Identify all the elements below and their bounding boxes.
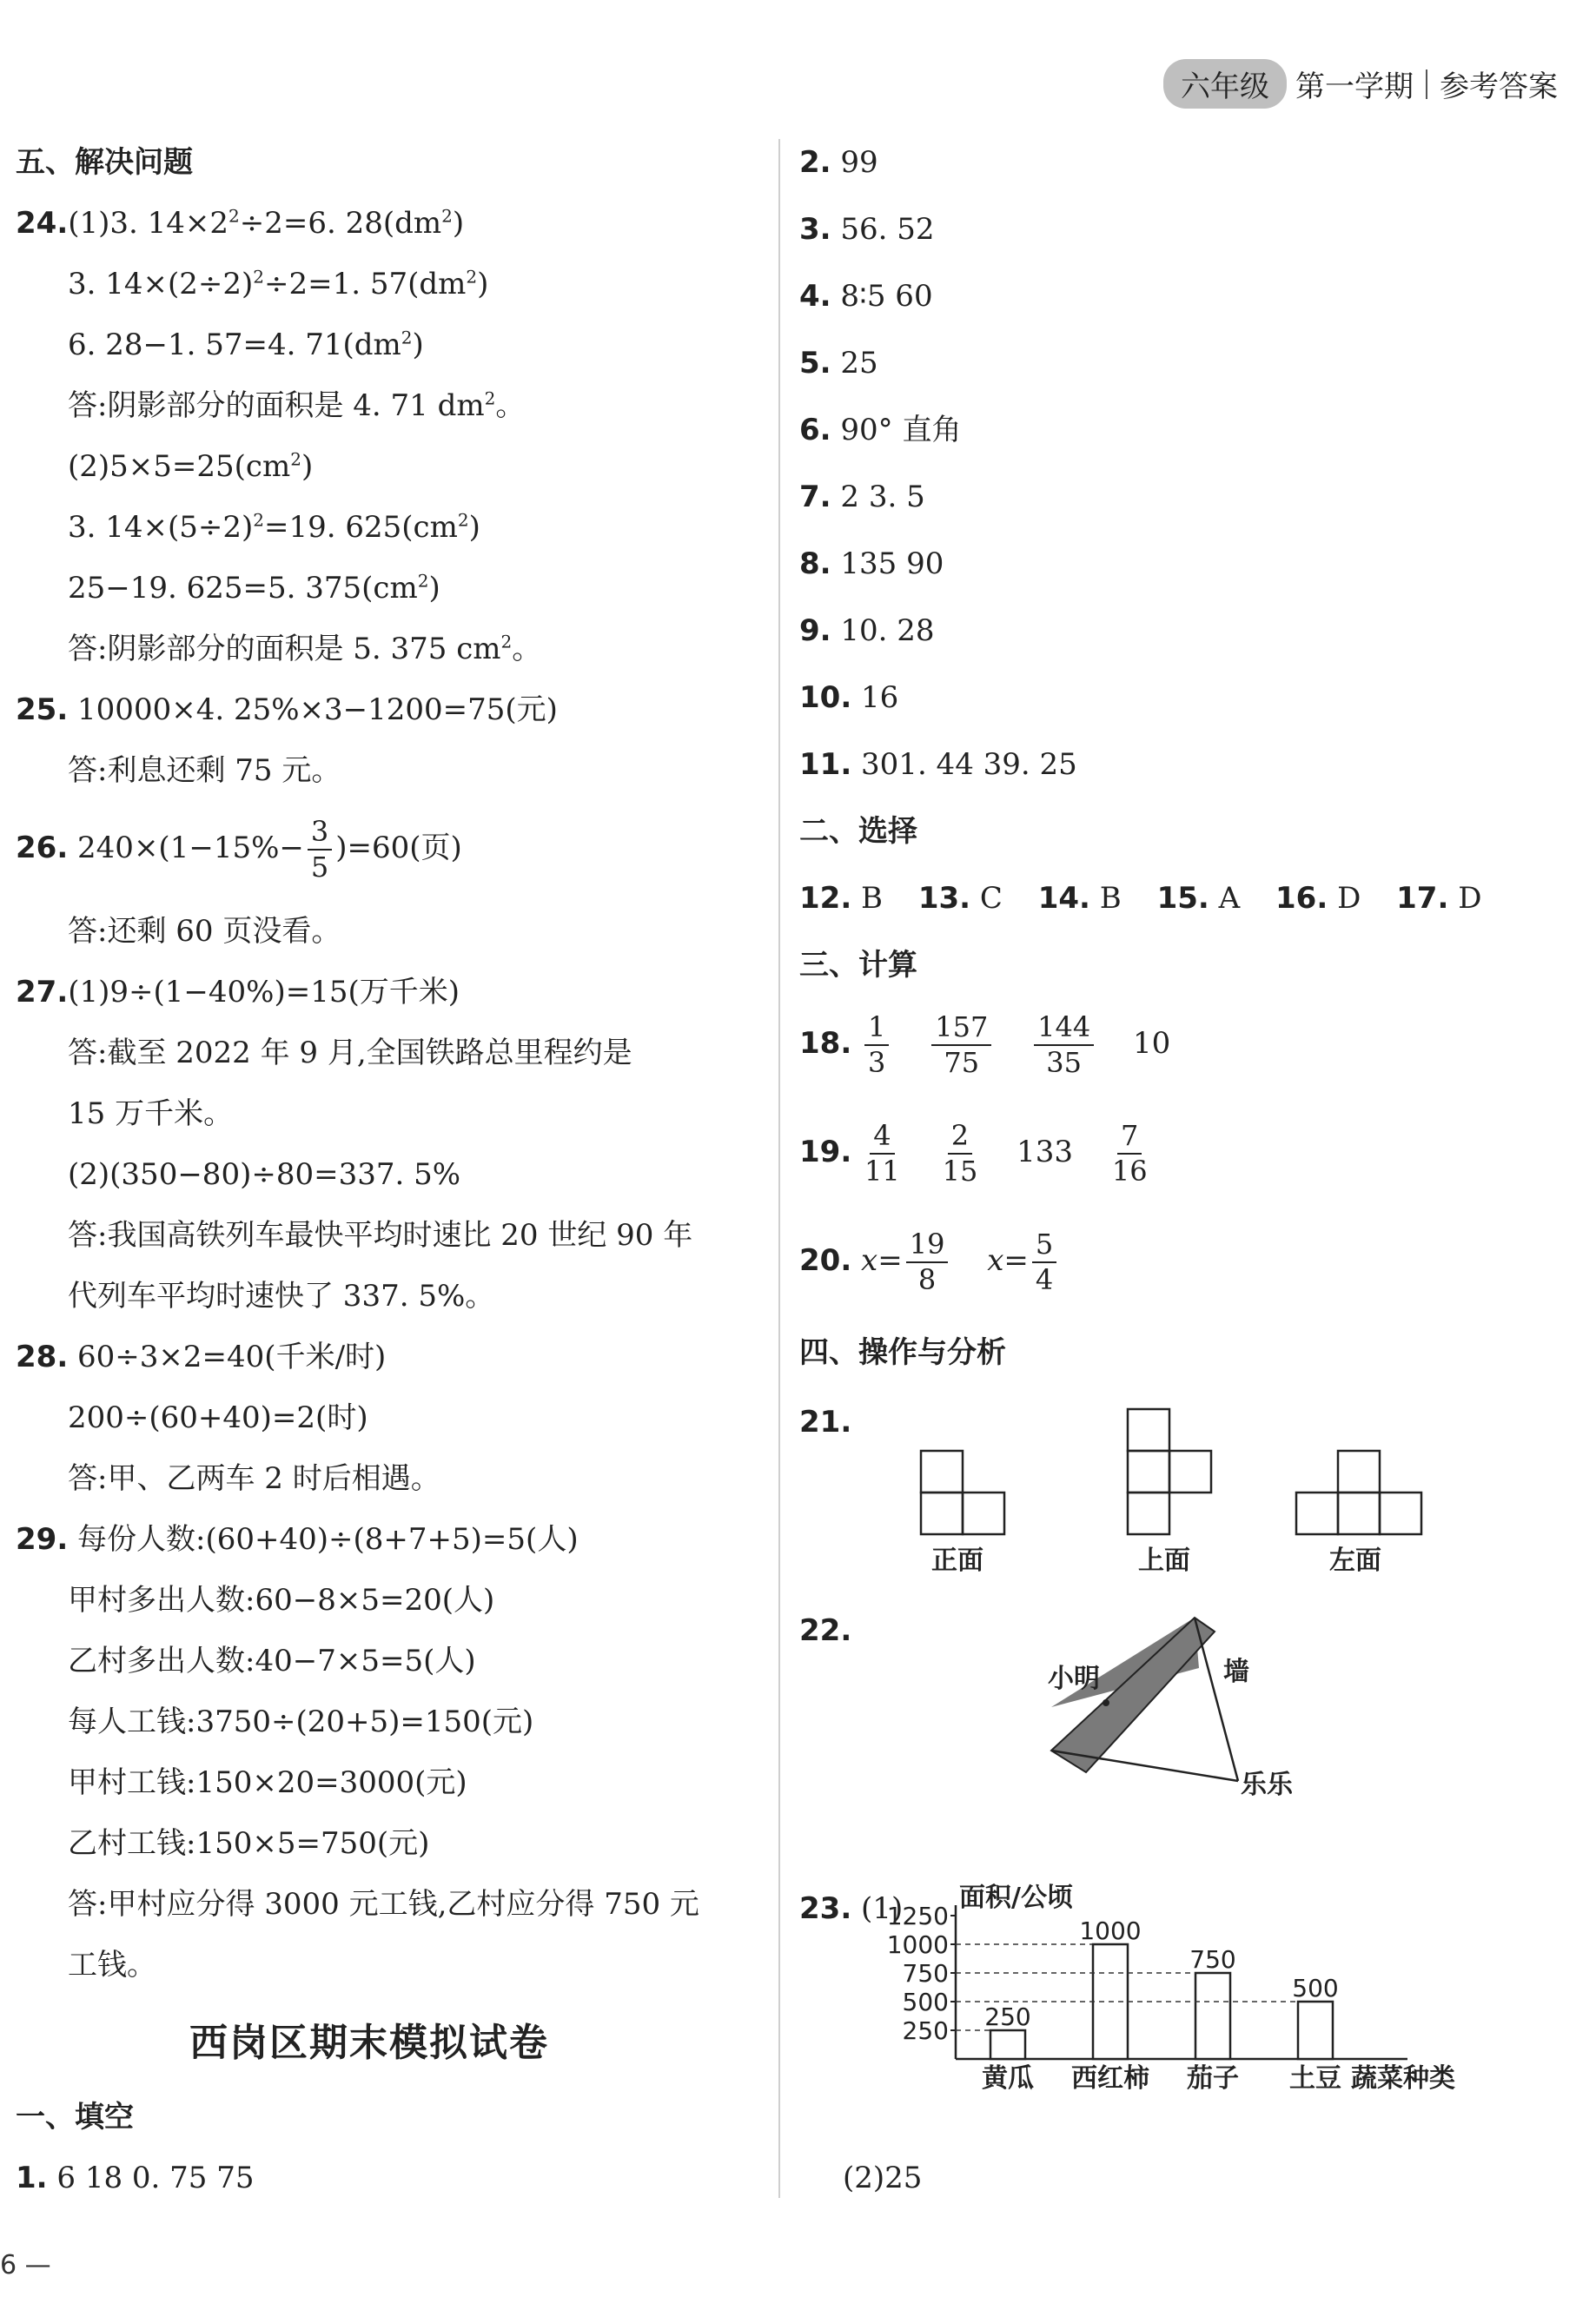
y-tick-label: 750 bbox=[902, 1959, 949, 1988]
q29-line-6: 乙村工钱:150×5=750(元) bbox=[68, 1826, 430, 1861]
q11-line: 11. 301. 44 39. 25 bbox=[799, 747, 1077, 782]
fraction: $\frac{144}{35}$ bbox=[1034, 1012, 1094, 1078]
q4-line: 4. 8∶5 60 bbox=[799, 279, 933, 314]
q21-views-diagram bbox=[799, 1399, 1564, 1555]
y-tick-label: 1250 bbox=[886, 1902, 949, 1930]
q27-answer-2b: 代列车平均时速快了 337. 5%。 bbox=[68, 1279, 495, 1314]
q26-answer: 答:还剩 60 页没看。 bbox=[68, 914, 341, 949]
fraction: $\frac{157}{75}$ bbox=[931, 1012, 991, 1078]
bar-value-label: 750 bbox=[1189, 1945, 1236, 1974]
y-tick-label: 500 bbox=[902, 1988, 949, 2016]
section-4-title: 四、操作与分析 bbox=[799, 1335, 1006, 1370]
category-label: 土豆 bbox=[1289, 2063, 1341, 2094]
q27-line-2: (2)(350−80)÷80=337. 5% bbox=[68, 1157, 461, 1192]
front-view-label: 正面 bbox=[931, 1546, 983, 1576]
fraction: $\frac{2}{15}$ bbox=[942, 1119, 978, 1188]
y-axis-label: 面积/公顷 bbox=[959, 1883, 1073, 1913]
q6-line: 6. 90° 直角 bbox=[799, 413, 962, 447]
q29-line-3: 乙村多出人数:40−7×5=5(人) bbox=[68, 1644, 476, 1678]
fraction: $\frac{19}{8}$ bbox=[906, 1229, 949, 1295]
q29-line-1: 29. 每份人数:(60+40)÷(8+7+5)=5(人) bbox=[16, 1522, 579, 1557]
section-5-title: 五、解决问题 bbox=[16, 145, 193, 180]
section-3-title: 三、计算 bbox=[799, 948, 917, 983]
top-view bbox=[1128, 1409, 1211, 1534]
bar-value-label: 1000 bbox=[1079, 1916, 1142, 1945]
q24-line-2: 3. $14\times(2\div 2)^2\div 2=1$. $57(dm^2)$ bbox=[68, 266, 489, 301]
category-label: 西红柿 bbox=[1071, 2063, 1149, 2094]
chart-ticks bbox=[887, 1902, 956, 2045]
q20-line: 20. x= $\frac{19}{8}$ x= $\frac{5}{4}$ bbox=[799, 1229, 1060, 1295]
bar-value-label: 500 bbox=[1292, 1974, 1339, 2002]
fraction: $\frac{5}{4}$ bbox=[1032, 1229, 1056, 1295]
grade-badge: 六年级 bbox=[1163, 59, 1287, 109]
q28-line-1: 28. 60÷3×2=40(千米/时) bbox=[16, 1340, 387, 1374]
q28-answer: 答:甲、乙两车 2 时后相遇。 bbox=[68, 1461, 440, 1496]
q24-answer-2: 答:阴影部分的面积是 5. 375 $cm^2$。 bbox=[68, 631, 542, 666]
xiaoming-label: 小明 bbox=[1048, 1664, 1100, 1694]
top-view-label: 上面 bbox=[1138, 1546, 1190, 1576]
q24-line-6: 25−19. 625=5. $375(cm^2)$ bbox=[68, 570, 440, 606]
section-1-title: 一、填空 bbox=[16, 2100, 134, 2135]
left-view bbox=[1296, 1451, 1421, 1534]
q24-line-4: $(2)5\times 5=25(cm^2)$ bbox=[68, 448, 314, 484]
chart-bars bbox=[956, 1944, 1333, 2059]
q23-number: 23. (1) bbox=[799, 1891, 904, 1926]
bar-value-label: 250 bbox=[984, 2002, 1031, 2031]
q5-line: 5. 25 bbox=[799, 346, 878, 381]
q2-line: 2. 99 bbox=[799, 145, 878, 180]
fraction: $\frac{3}{5}$ bbox=[308, 817, 332, 883]
q29-line-5: 甲村工钱:150×20=3000(元) bbox=[68, 1765, 467, 1800]
left-view-label: 左面 bbox=[1329, 1546, 1381, 1576]
category-label: 黄瓜 bbox=[982, 2063, 1034, 2094]
y-tick-label: 1000 bbox=[886, 1930, 949, 1959]
q24-line-1: 24.(1)3. $14\times 2^2\div 2=6$. $28(dm^2)$ bbox=[16, 205, 465, 241]
q23-bar-chart bbox=[886, 1883, 1455, 2094]
q29-line-4: 每人工钱:3750÷(20+5)=150(元) bbox=[68, 1705, 534, 1739]
fraction: $\frac{1}{3}$ bbox=[864, 1012, 889, 1078]
x-axis-label: 蔬菜种类 bbox=[1351, 2063, 1455, 2094]
choice-answers: 12. B 13. C 14. B 15. A 16. D 17. D bbox=[799, 881, 1482, 916]
q26-line-1: 26. 240×(1−15%− $\frac{3}{5}$ )=60(页) bbox=[16, 815, 462, 884]
section-2-title: 二、选择 bbox=[799, 814, 917, 849]
q22-diagram bbox=[799, 1607, 1564, 1833]
q18-line: 18. $\frac{1}{3}$ $\frac{157}{75}$ $\frac{144}{35}$ 10 bbox=[799, 1010, 1171, 1080]
q23-part-2: (2)25 bbox=[843, 2161, 923, 2195]
term-label: 第一学期 bbox=[1295, 70, 1414, 104]
column-divider bbox=[778, 139, 780, 2198]
q29-line-2: 甲村多出人数:60−8×5=20(人) bbox=[68, 1583, 495, 1618]
q8-line: 8. 135 90 bbox=[799, 546, 944, 581]
bar-土豆 bbox=[1298, 2002, 1333, 2059]
q25-line-1: 25. 10000×4. 25%×3−1200=75(元) bbox=[16, 692, 558, 727]
q27-line-1: 27.(1)9÷(1−40%)=15(万千米) bbox=[16, 975, 460, 1009]
category-label: 茄子 bbox=[1187, 2063, 1239, 2094]
wall-label: 墙 bbox=[1223, 1657, 1249, 1687]
q29-answer-b: 工钱。 bbox=[68, 1948, 156, 1983]
q27-answer-1b: 15 万千米。 bbox=[68, 1096, 234, 1131]
fraction: $\frac{7}{16}$ bbox=[1111, 1119, 1148, 1188]
answers-label: 参考答案 bbox=[1440, 70, 1558, 104]
q7-line: 7. 2 3. 5 bbox=[799, 480, 925, 514]
q19-line: 19. $\frac{4}{11}$ $\frac{2}{15}$ 133 $\frac{7}{16}$ bbox=[799, 1119, 1148, 1188]
exam-title: 西岗区期末模拟试卷 bbox=[189, 2021, 549, 2065]
q27-answer-2: 答:我国高铁列车最快平均时速比 20 世纪 90 年 bbox=[68, 1218, 693, 1253]
q21-number: 21. bbox=[799, 1405, 852, 1440]
q24-answer-1: 答:阴影部分的面积是 4. 71 $dm^2$。 bbox=[68, 387, 526, 423]
sight-line-1 bbox=[1195, 1618, 1238, 1781]
q3-line: 3. 56. 52 bbox=[799, 212, 935, 247]
q10-line: 10. 16 bbox=[799, 680, 899, 715]
q22-number: 22. bbox=[799, 1613, 852, 1648]
q25-answer: 答:利息还剩 75 元。 bbox=[68, 753, 341, 788]
y-tick-label: 250 bbox=[902, 2016, 949, 2045]
q24-line-5: 3. $14\times(5\div 2)^2=19$. $625(cm^2)$ bbox=[68, 509, 480, 545]
q1-line: 1. 6 18 0. 75 75 bbox=[16, 2161, 255, 2195]
header-divider bbox=[1426, 70, 1427, 99]
q29-answer: 答:甲村应分得 3000 元工钱,乙村应分得 750 元 bbox=[68, 1887, 699, 1922]
q9-line: 9. 10. 28 bbox=[799, 613, 935, 648]
bar-茄子 bbox=[1195, 1973, 1230, 2059]
front-view bbox=[921, 1451, 1004, 1534]
lele-label: 乐乐 bbox=[1241, 1770, 1293, 1800]
q24-line-3: 6. 28−1. 57=4. $71(dm^2)$ bbox=[68, 327, 424, 362]
bar-黄瓜 bbox=[990, 2030, 1025, 2059]
q27-answer-1: 答:截至 2022 年 9 月,全国铁路总里程约是 bbox=[68, 1036, 632, 1070]
page-header bbox=[1163, 59, 1558, 109]
q28-line-2: 200÷(60+40)=2(时) bbox=[68, 1400, 368, 1435]
xiaoming-point bbox=[1103, 1699, 1109, 1706]
fraction: $\frac{4}{11}$ bbox=[864, 1119, 900, 1188]
page-number: 6 — bbox=[0, 2250, 51, 2280]
